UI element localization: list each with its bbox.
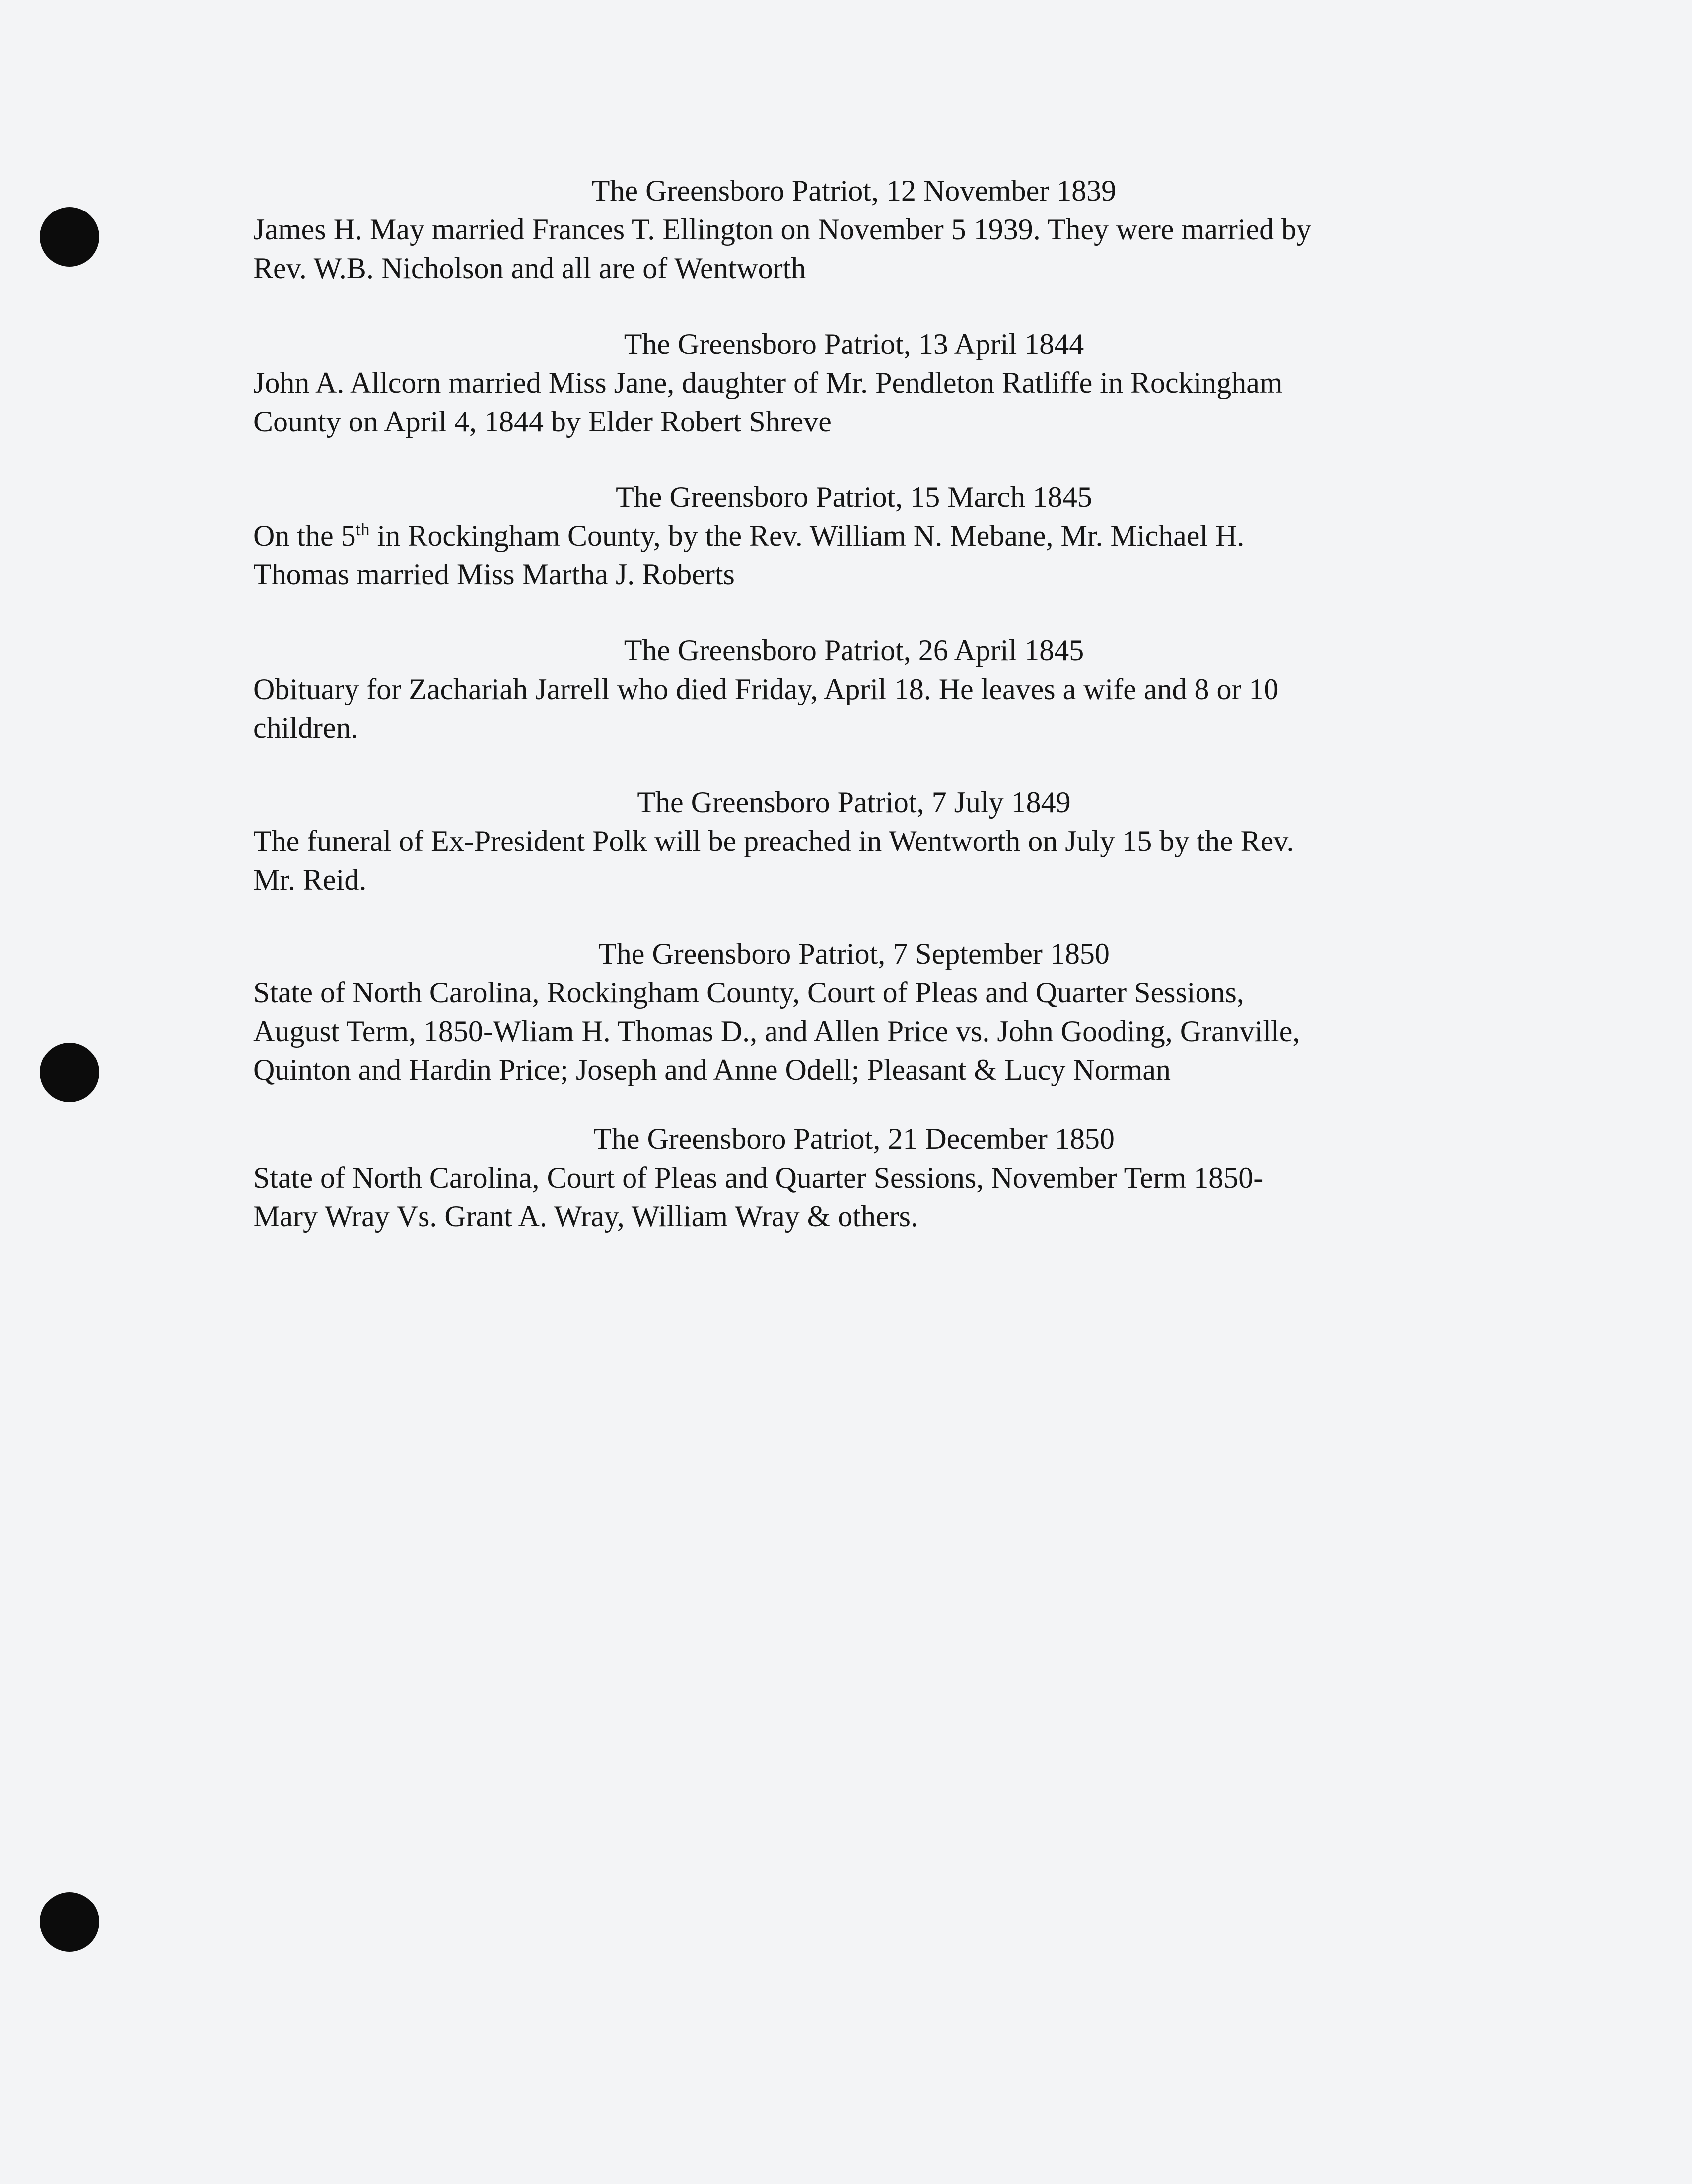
entry-1850-12-21 <box>253 1120 1455 1236</box>
entry-1845-04-26 <box>253 631 1455 747</box>
entry-1849-07-07 <box>253 783 1455 899</box>
entry-text <box>253 516 1455 555</box>
entry-text: Quinton and Hardin Price; Joseph and Anne Odell; Pleasant & Lucy Norman <box>253 1054 1171 1086</box>
entry-1850-09-07 <box>253 934 1455 1089</box>
entry-text: Mr. Reid. <box>253 863 367 896</box>
entry-text: County on April 4, 1844 by Elder Robert Shreve <box>253 405 832 438</box>
text-segment: On the 5 <box>253 519 356 552</box>
entry-heading: The Greensboro Patriot, 15 March 1845 <box>616 481 1092 513</box>
entry-heading: The Greensboro Patriot, 26 April 1845 <box>624 634 1084 667</box>
entry-heading: The Greensboro Patriot, 13 April 1844 <box>624 328 1084 360</box>
entry-heading: The Greensboro Patriot, 7 July 1849 <box>637 786 1071 819</box>
entry-text: State of North Carolina, Rockingham County, Court of Pleas and Quarter Sessions, <box>253 976 1244 1009</box>
entry-text: The funeral of Ex-President Polk will be preached in Wentworth on July 15 by the Rev. <box>253 825 1294 857</box>
punch-hole <box>40 1892 99 1952</box>
entry-text: August Term, 1850-Wliam H. Thomas D., and Allen Price vs. John Gooding, Granville, <box>253 1015 1300 1048</box>
entry-heading: The Greensboro Patriot, 12 November 1839 <box>591 174 1117 207</box>
entry-text: James H. May married Frances T. Ellington on November 5 1939. They were married by <box>253 213 1312 246</box>
entry-text: children. <box>253 711 358 744</box>
punch-hole <box>40 1043 99 1102</box>
entry-text: Mary Wray Vs. Grant A. Wray, William Wray & others. <box>253 1200 918 1233</box>
ordinal-suffix: th <box>355 519 370 539</box>
entry-text: Thomas married Miss Martha J. Roberts <box>253 558 735 591</box>
text-segment: in Rockingham County, by the Rev. William N. Mebane, Mr. Michael H. <box>369 519 1245 552</box>
entry-text: Rev. W.B. Nicholson and all are of Wentworth <box>253 252 806 284</box>
entry-heading: The Greensboro Patriot, 7 September 1850 <box>598 937 1110 970</box>
entry-text: John A. Allcorn married Miss Jane, daughter of Mr. Pendleton Ratliffe in Rockingham <box>253 366 1283 399</box>
entry-heading: The Greensboro Patriot, 21 December 1850 <box>593 1123 1115 1155</box>
entry-1839-11-12 <box>253 171 1455 287</box>
entry-1845-03-15 <box>253 478 1455 594</box>
entry-text: State of North Carolina, Court of Pleas and Quarter Sessions, November Term 1850- <box>253 1161 1264 1194</box>
entry-1844-04-13 <box>253 325 1455 441</box>
entry-text: Obituary for Zachariah Jarrell who died Friday, April 18. He leaves a wife and 8 or 10 <box>253 673 1279 705</box>
punch-hole <box>40 207 99 267</box>
